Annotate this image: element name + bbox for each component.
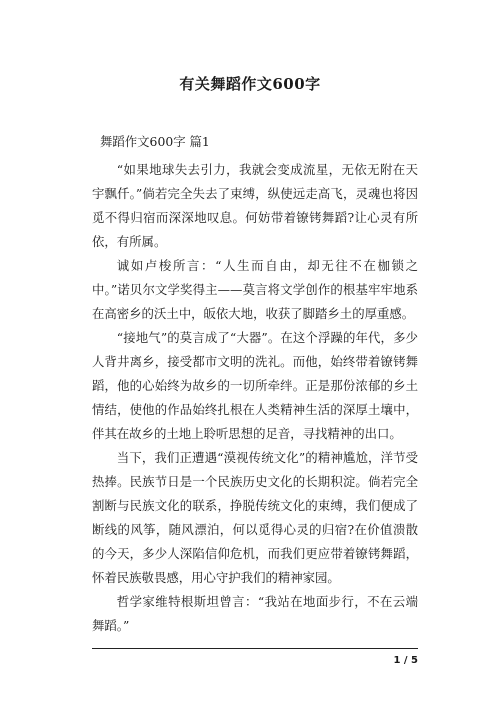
document-body (92, 130, 418, 638)
footer-divider (92, 648, 418, 649)
paragraph: 诚如卢梭所言：“人生而自由，却无往不在枷锁之中。”诺贝尔文学奖得主——莫言将文学创作的根基牢牢地系在高密乡的沃土中，皈依大地，收获了脚踏乡土的厚重感。 (92, 258, 418, 321)
document-title: 有关舞蹈作文600字 (179, 75, 321, 93)
paragraph: “如果地球失去引力，我就会变成流星，无依无附在天宇飘仟。”倘若完全失去了束缚，纵使远走高飞，灵魂也将因觅不得归宿而深深地叹息。何妨带着镣铐舞蹈?让心灵有所依，有所属。 (92, 162, 418, 249)
paragraph: 哲学家维特根斯坦曾言：“我站在地面步行，不在云端舞蹈。” (92, 594, 418, 633)
section-heading: 舞蹈作文600字 篇1 (100, 134, 210, 149)
page-number: 1 / 5 (393, 655, 418, 666)
paragraph: 当下，我们正遭遇“漠视传统文化”的精神尴尬，洋节受热捧。民族节日是一个民族历史文化的长期积淀。倘若完全割断与民族文化的联系，挣脱传统文化的束缚，我们便成了断线的风筝，随风漂泊，何以觅得心灵的归宿?在价值溃散的今天，多少人深陷信仰危机，而我们更应带着镣铐舞蹈，怀着民族敬畏感，用心守护我们的精神家园。 (92, 450, 418, 585)
paragraph: “接地气”的莫言成了“大器”。在这个浮躁的年代，多少人背井离乡，接受都市文明的洗礼。而他，始终带着镣铐舞蹈，他的心始终为故乡的一切所牵绊。正是那份浓郁的乡土情结，使他的作品始终扎根在人类精神生活的深厚土壤中，伴其在故乡的土地上聆听思想的足音，寻找精神的出口。 (92, 330, 418, 441)
